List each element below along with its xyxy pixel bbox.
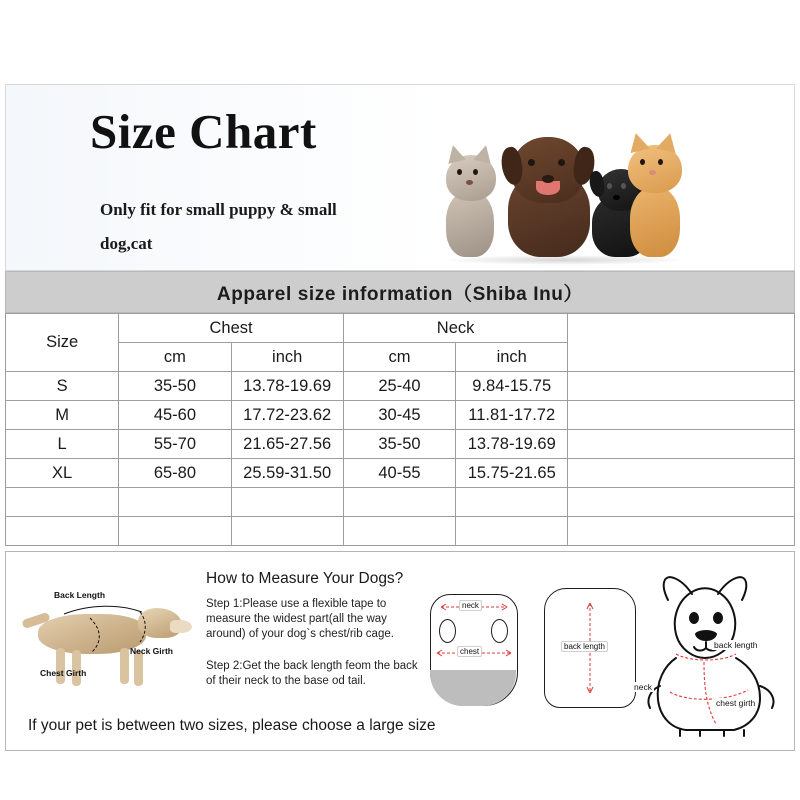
cell-chest-cm: 35-50 bbox=[119, 372, 231, 401]
cell-extra bbox=[568, 488, 795, 517]
kitten-tabby-icon bbox=[440, 139, 502, 259]
cell-neck-inch bbox=[456, 488, 568, 517]
how-to-measure-panel bbox=[5, 551, 795, 751]
measure-step-2: Step 2:Get the back length feom the back of their neck to the base od tail. bbox=[206, 660, 418, 687]
page-title: Size Chart bbox=[90, 104, 317, 159]
header-chest-inch: inch bbox=[231, 343, 343, 372]
cell-neck-inch: 9.84-15.75 bbox=[456, 372, 568, 401]
label-neck-girth: Neck Girth bbox=[130, 646, 173, 656]
puppy-chocolate-icon bbox=[500, 119, 596, 259]
cell-neck-cm: 30-45 bbox=[343, 401, 455, 430]
cell-size: XL bbox=[6, 459, 119, 488]
tag-neck-right: neck bbox=[634, 682, 652, 692]
apparel-info-banner bbox=[5, 271, 795, 313]
cell-chest-cm: 45-60 bbox=[119, 401, 231, 430]
cell-extra bbox=[568, 401, 795, 430]
cell-neck-cm: 25-40 bbox=[343, 372, 455, 401]
dog-line-art-diagram bbox=[630, 566, 792, 738]
tag-back-length-right: back length bbox=[714, 640, 758, 650]
size-table-wrapper bbox=[5, 313, 795, 546]
banner-label: Apparel size information（Shiba Inu） bbox=[216, 283, 584, 305]
cell-extra bbox=[568, 372, 795, 401]
cell-neck-inch: 11.81-17.72 bbox=[456, 401, 568, 430]
cell-chest-cm bbox=[119, 488, 231, 517]
header-panel bbox=[5, 84, 795, 271]
cell-size bbox=[6, 517, 119, 546]
cell-neck-cm: 40-55 bbox=[343, 459, 455, 488]
tag-chest-girth-right: chest girth bbox=[716, 698, 756, 708]
table-row-empty bbox=[6, 488, 795, 517]
header-neck-cm: cm bbox=[343, 343, 455, 372]
cell-neck-inch: 13.78-19.69 bbox=[456, 430, 568, 459]
cell-chest-inch: 21.65-27.56 bbox=[231, 430, 343, 459]
cell-chest-inch: 25.59-31.50 bbox=[231, 459, 343, 488]
table-row bbox=[6, 430, 795, 459]
header-chest-cm: cm bbox=[119, 343, 231, 372]
header-neck: Neck bbox=[343, 314, 568, 343]
measure-step-1: Step 1:Please use a flexible tape to measure the widest part(all the way around) of your dog`s chest/rib cage. bbox=[206, 598, 394, 640]
page-subtitle bbox=[100, 193, 430, 261]
dog-outline bbox=[630, 566, 792, 738]
cell-neck-inch: 15.75-21.65 bbox=[456, 459, 568, 488]
tag-chest: chest bbox=[457, 646, 482, 657]
garment-front-diagram bbox=[430, 594, 518, 706]
cell-chest-cm: 65-80 bbox=[119, 459, 231, 488]
cell-neck-cm: 35-50 bbox=[343, 430, 455, 459]
cell-size: M bbox=[6, 401, 119, 430]
cell-extra bbox=[568, 430, 795, 459]
header-chest: Chest bbox=[119, 314, 344, 343]
cell-neck-inch bbox=[456, 517, 568, 546]
table-row bbox=[6, 401, 795, 430]
label-back-length: Back Length bbox=[54, 590, 106, 600]
table-row bbox=[6, 372, 795, 401]
cell-size: L bbox=[6, 430, 119, 459]
table-row-empty bbox=[6, 517, 795, 546]
subtitle-line-1: Only fit for small puppy & small bbox=[100, 200, 337, 219]
measure-guide-lines bbox=[20, 572, 200, 697]
cell-size bbox=[6, 488, 119, 517]
cell-extra bbox=[568, 517, 795, 546]
cell-extra bbox=[568, 459, 795, 488]
kitten-ginger-icon bbox=[624, 131, 688, 259]
table-row bbox=[6, 459, 795, 488]
tag-neck: neck bbox=[459, 600, 482, 611]
garment-back-diagram bbox=[544, 588, 636, 708]
label-chest-girth: Chest Girth bbox=[40, 668, 87, 678]
measure-title: How to Measure Your Dogs? bbox=[206, 570, 404, 587]
cell-size: S bbox=[6, 372, 119, 401]
header-size: Size bbox=[6, 314, 119, 372]
cell-neck-cm bbox=[343, 488, 455, 517]
header-neck-inch: inch bbox=[456, 343, 568, 372]
cell-chest-cm: 55-70 bbox=[119, 430, 231, 459]
cell-chest-inch: 13.78-19.69 bbox=[231, 372, 343, 401]
cell-chest-inch bbox=[231, 488, 343, 517]
table-group-header-row bbox=[6, 314, 795, 343]
subtitle-line-2: dog,cat bbox=[100, 234, 153, 253]
size-advice-note: If your pet is between two sizes, please choose a large size bbox=[28, 717, 436, 734]
header-extra bbox=[568, 314, 795, 372]
cell-neck-cm bbox=[343, 517, 455, 546]
dog-photo-diagram bbox=[20, 572, 200, 697]
tag-back-length: back length bbox=[561, 641, 608, 652]
cell-chest-cm bbox=[119, 517, 231, 546]
cell-chest-inch: 17.72-23.62 bbox=[231, 401, 343, 430]
size-table bbox=[5, 313, 795, 546]
cell-chest-inch bbox=[231, 517, 343, 546]
pets-photo bbox=[438, 105, 688, 265]
